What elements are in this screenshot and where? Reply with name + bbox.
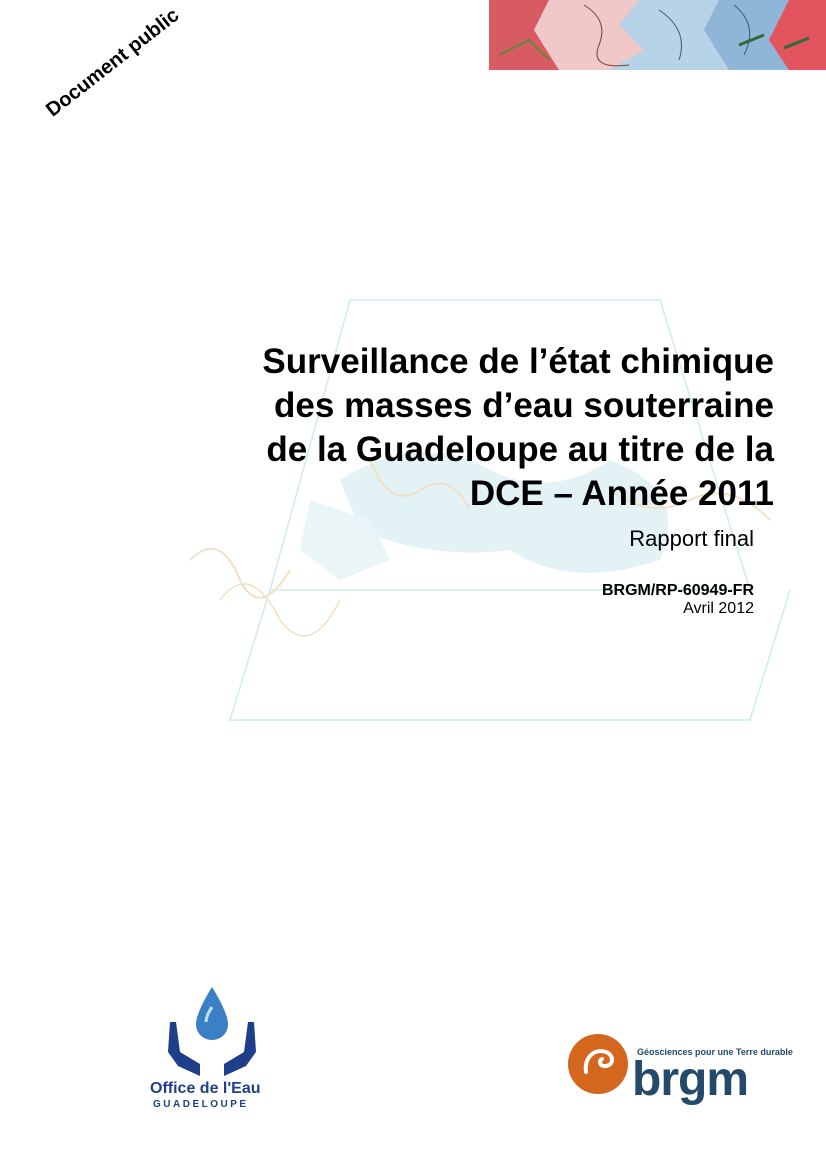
report-date: Avril 2012 <box>683 600 754 617</box>
water-drop-hands-icon <box>150 982 260 1082</box>
title-line: Surveillance de l’état chimique <box>262 342 774 381</box>
report-subtitle: Rapport final <box>629 526 754 551</box>
report-title <box>154 340 774 516</box>
title-line: de la Guadeloupe au titre de la <box>266 430 774 469</box>
report-reference: BRGM/RP-60949-FR <box>601 582 754 599</box>
brgm-tagline: Géosciences pour une Terre durable <box>637 1047 793 1057</box>
office-eau-name: Office de l'Eau <box>150 1080 261 1097</box>
geological-map-banner <box>489 0 826 70</box>
title-line: des masses d’eau souterraine <box>274 386 774 425</box>
title-line: DCE – Année 2011 <box>469 474 774 513</box>
brgm-wordmark: brgm <box>632 1053 748 1106</box>
office-eau-region: GUADELOUPE <box>153 1099 249 1110</box>
brgm-swirl-icon <box>566 1032 630 1096</box>
document-public-stamp: Document public <box>42 4 184 122</box>
